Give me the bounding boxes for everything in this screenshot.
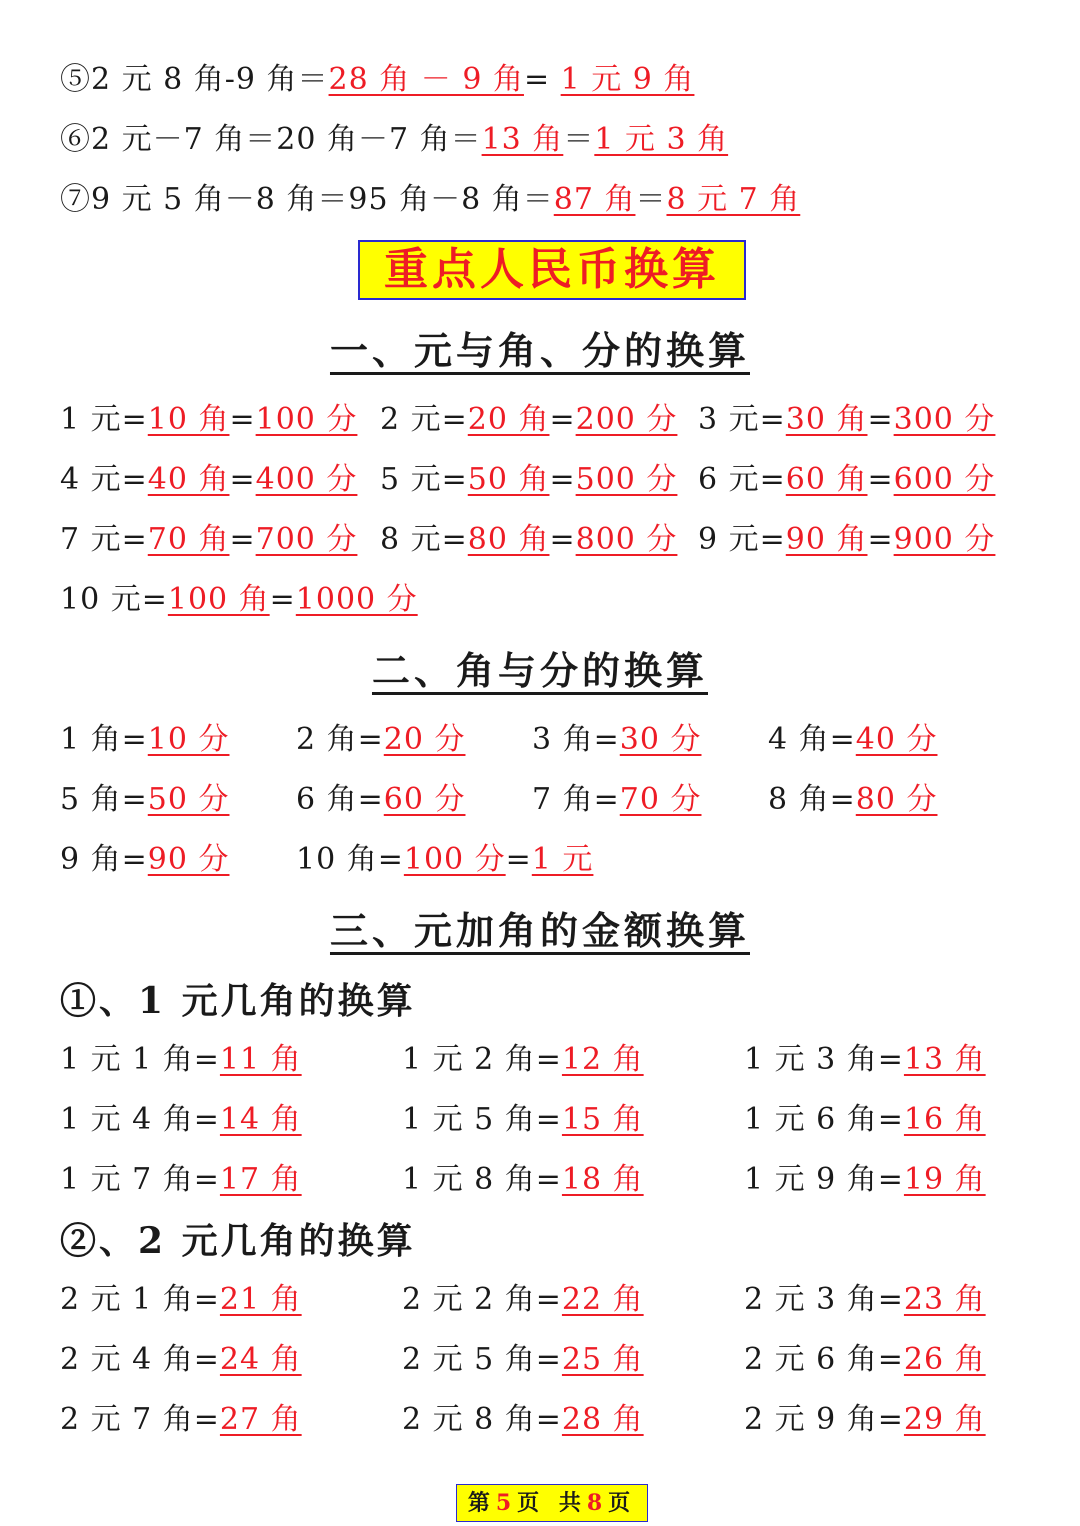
banner-title: 重点人民币换算 [358, 240, 746, 300]
conv-item: 2 角=20 分 [296, 722, 466, 757]
conv-item: 6 元=60 角=600 分 [698, 462, 996, 497]
conv-item: 1 角=10 分 [60, 722, 230, 757]
conv-item: 2 元 3 角=23 角 [744, 1282, 986, 1317]
answer: 8 元 7 角 [666, 182, 801, 217]
conv-item: 1 元=10 角=100 分 [60, 402, 358, 437]
conv-item: 4 角=40 分 [768, 722, 938, 757]
conv-item: 5 角=50 分 [60, 782, 230, 817]
answer: 13 角 [481, 122, 564, 157]
answer: 28 角 － 9 角 [328, 62, 524, 97]
conv-item: 5 元=50 角=500 分 [380, 462, 678, 497]
conv-item: 1 元 2 角=12 角 [402, 1042, 644, 1077]
section-1-title: 一、元与角、分的换算 [329, 328, 750, 373]
conv-item: 3 角=30 分 [532, 722, 702, 757]
conv-item: 1 元 3 角=13 角 [744, 1042, 986, 1077]
answer: 1 元 3 角 [594, 122, 729, 157]
conv-item: 9 元=90 角=900 分 [698, 522, 996, 557]
conv-item: 2 元 8 角=28 角 [402, 1402, 644, 1437]
conv-item: 1 元 5 角=15 角 [402, 1102, 644, 1137]
conv-item: 1 元 1 角=11 角 [60, 1042, 302, 1077]
equals: ＝ [635, 182, 667, 217]
conv-item: 2 元 6 角=26 角 [744, 1342, 986, 1377]
question: ⑥2 元－7 角＝20 角－7 角＝ [60, 122, 482, 157]
conv-item: 1 元 9 角=19 角 [744, 1162, 986, 1197]
conv-item: 10 角=100 分=1 元 [296, 842, 594, 877]
section-2-title: 二、角与分的换算 [371, 648, 708, 693]
conv-item: 1 元 6 角=16 角 [744, 1102, 986, 1137]
conv-item: 2 元 2 角=22 角 [402, 1282, 644, 1317]
equals: = [523, 62, 561, 97]
conv-item: 6 角=60 分 [296, 782, 466, 817]
conv-item: 2 元 7 角=27 角 [60, 1402, 302, 1437]
conv-item: 1 元 8 角=18 角 [402, 1162, 644, 1197]
conv-item: 1 元 4 角=14 角 [60, 1102, 302, 1137]
question: ⑤2 元 8 角-9 角＝ [60, 62, 329, 97]
page-number: 第5页 共8页 [456, 1484, 648, 1522]
conv-item: 10 元=100 角=1000 分 [60, 582, 418, 617]
conv-item: 3 元=30 角=300 分 [698, 402, 996, 437]
conv-item: 4 元=40 角=400 分 [60, 462, 358, 497]
conv-item: 2 元 1 角=21 角 [60, 1282, 302, 1317]
conv-item: 7 角=70 分 [532, 782, 702, 817]
example-7 [60, 180, 800, 220]
conv-item: 9 角=90 分 [60, 842, 230, 877]
conv-item: 2 元 5 角=25 角 [402, 1342, 644, 1377]
conv-item: 2 元 4 角=24 角 [60, 1342, 302, 1377]
example-6 [60, 120, 728, 160]
subsection-1-title: ①、1 元几角的换算 [60, 980, 416, 1022]
question: ⑦9 元 5 角－8 角＝95 角－8 角＝ [60, 182, 554, 217]
example-5 [60, 60, 694, 100]
answer: 87 角 [553, 182, 636, 217]
answer: 1 元 9 角 [560, 62, 695, 97]
equals: ＝ [563, 122, 595, 157]
conv-item: 7 元=70 角=700 分 [60, 522, 358, 557]
conv-item: 8 角=80 分 [768, 782, 938, 817]
conv-item: 2 元=20 角=200 分 [380, 402, 678, 437]
conv-item: 8 元=80 角=800 分 [380, 522, 678, 557]
conv-item: 2 元 9 角=29 角 [744, 1402, 986, 1437]
section-3-title: 三、元加角的金额换算 [329, 908, 750, 953]
subsection-2-title: ②、2 元几角的换算 [60, 1220, 416, 1262]
conv-item: 1 元 7 角=17 角 [60, 1162, 302, 1197]
